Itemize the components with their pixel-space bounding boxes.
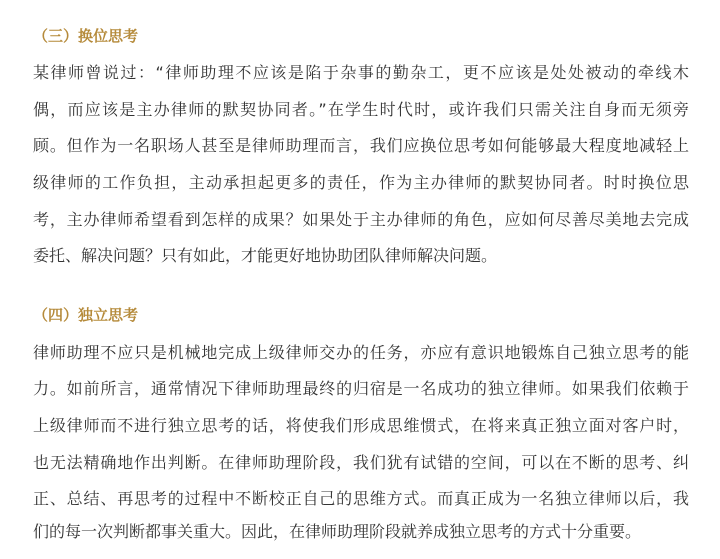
paragraph-line: 律师助理不应只是机械地完成上级律师交办的任务，亦应有意识地锻炼自己独立思考的能 <box>33 343 689 362</box>
paragraph-line: 力。如前所言，通常情况下律师助理最终的归宿是一名成功的独立律师。如果我们依赖于 <box>33 379 689 398</box>
section-heading-perspective-taking: （三）换位思考 <box>33 27 139 45</box>
paragraph-line: 偶，而应该是主办律师的默契协同者。”在学生时代时，或许我们只需关注自身而无须旁 <box>33 100 689 119</box>
paragraph-line: 也无法精确地作出判断。在律师助理阶段，我们犹有试错的空间，可以在不断的思考、纠 <box>33 453 689 472</box>
paragraph-line: 们的每一次判断都事关重大。因此，在律师助理阶段就养成独立思考的方式十分重要。 <box>33 522 642 541</box>
paragraph-line: 委托、解决问题？只有如此，才能更好地协助团队律师解决问题。 <box>33 246 498 265</box>
section-heading-independent-thinking: （四）独立思考 <box>33 306 139 324</box>
paragraph-line: 正、总结、再思考的过程中不断校正自己的思维方式。而真正成为一名独立律师以后，我 <box>33 489 689 508</box>
paragraph-line: 上级律师而不进行独立思考的话，将使我们形成思维惯式，在将来真正独立面对客户时， <box>33 416 689 435</box>
paragraph-line: 级律师的工作负担，主动承担起更多的责任，作为主办律师的默契协同者。时时换位思 <box>33 173 689 192</box>
paragraph-line: 考，主办律师希望看到怎样的成果？如果处于主办律师的角色，应如何尽善尽美地去完成 <box>33 210 689 229</box>
paragraph-line: 某律师曾说过：“律师助理不应该是陷于杂事的勤杂工，更不应该是处处被动的牵线木 <box>33 63 689 82</box>
paragraph-line: 顾。但作为一名职场人甚至是律师助理而言，我们应换位思考如何能够最大程度地减轻上 <box>33 136 689 155</box>
